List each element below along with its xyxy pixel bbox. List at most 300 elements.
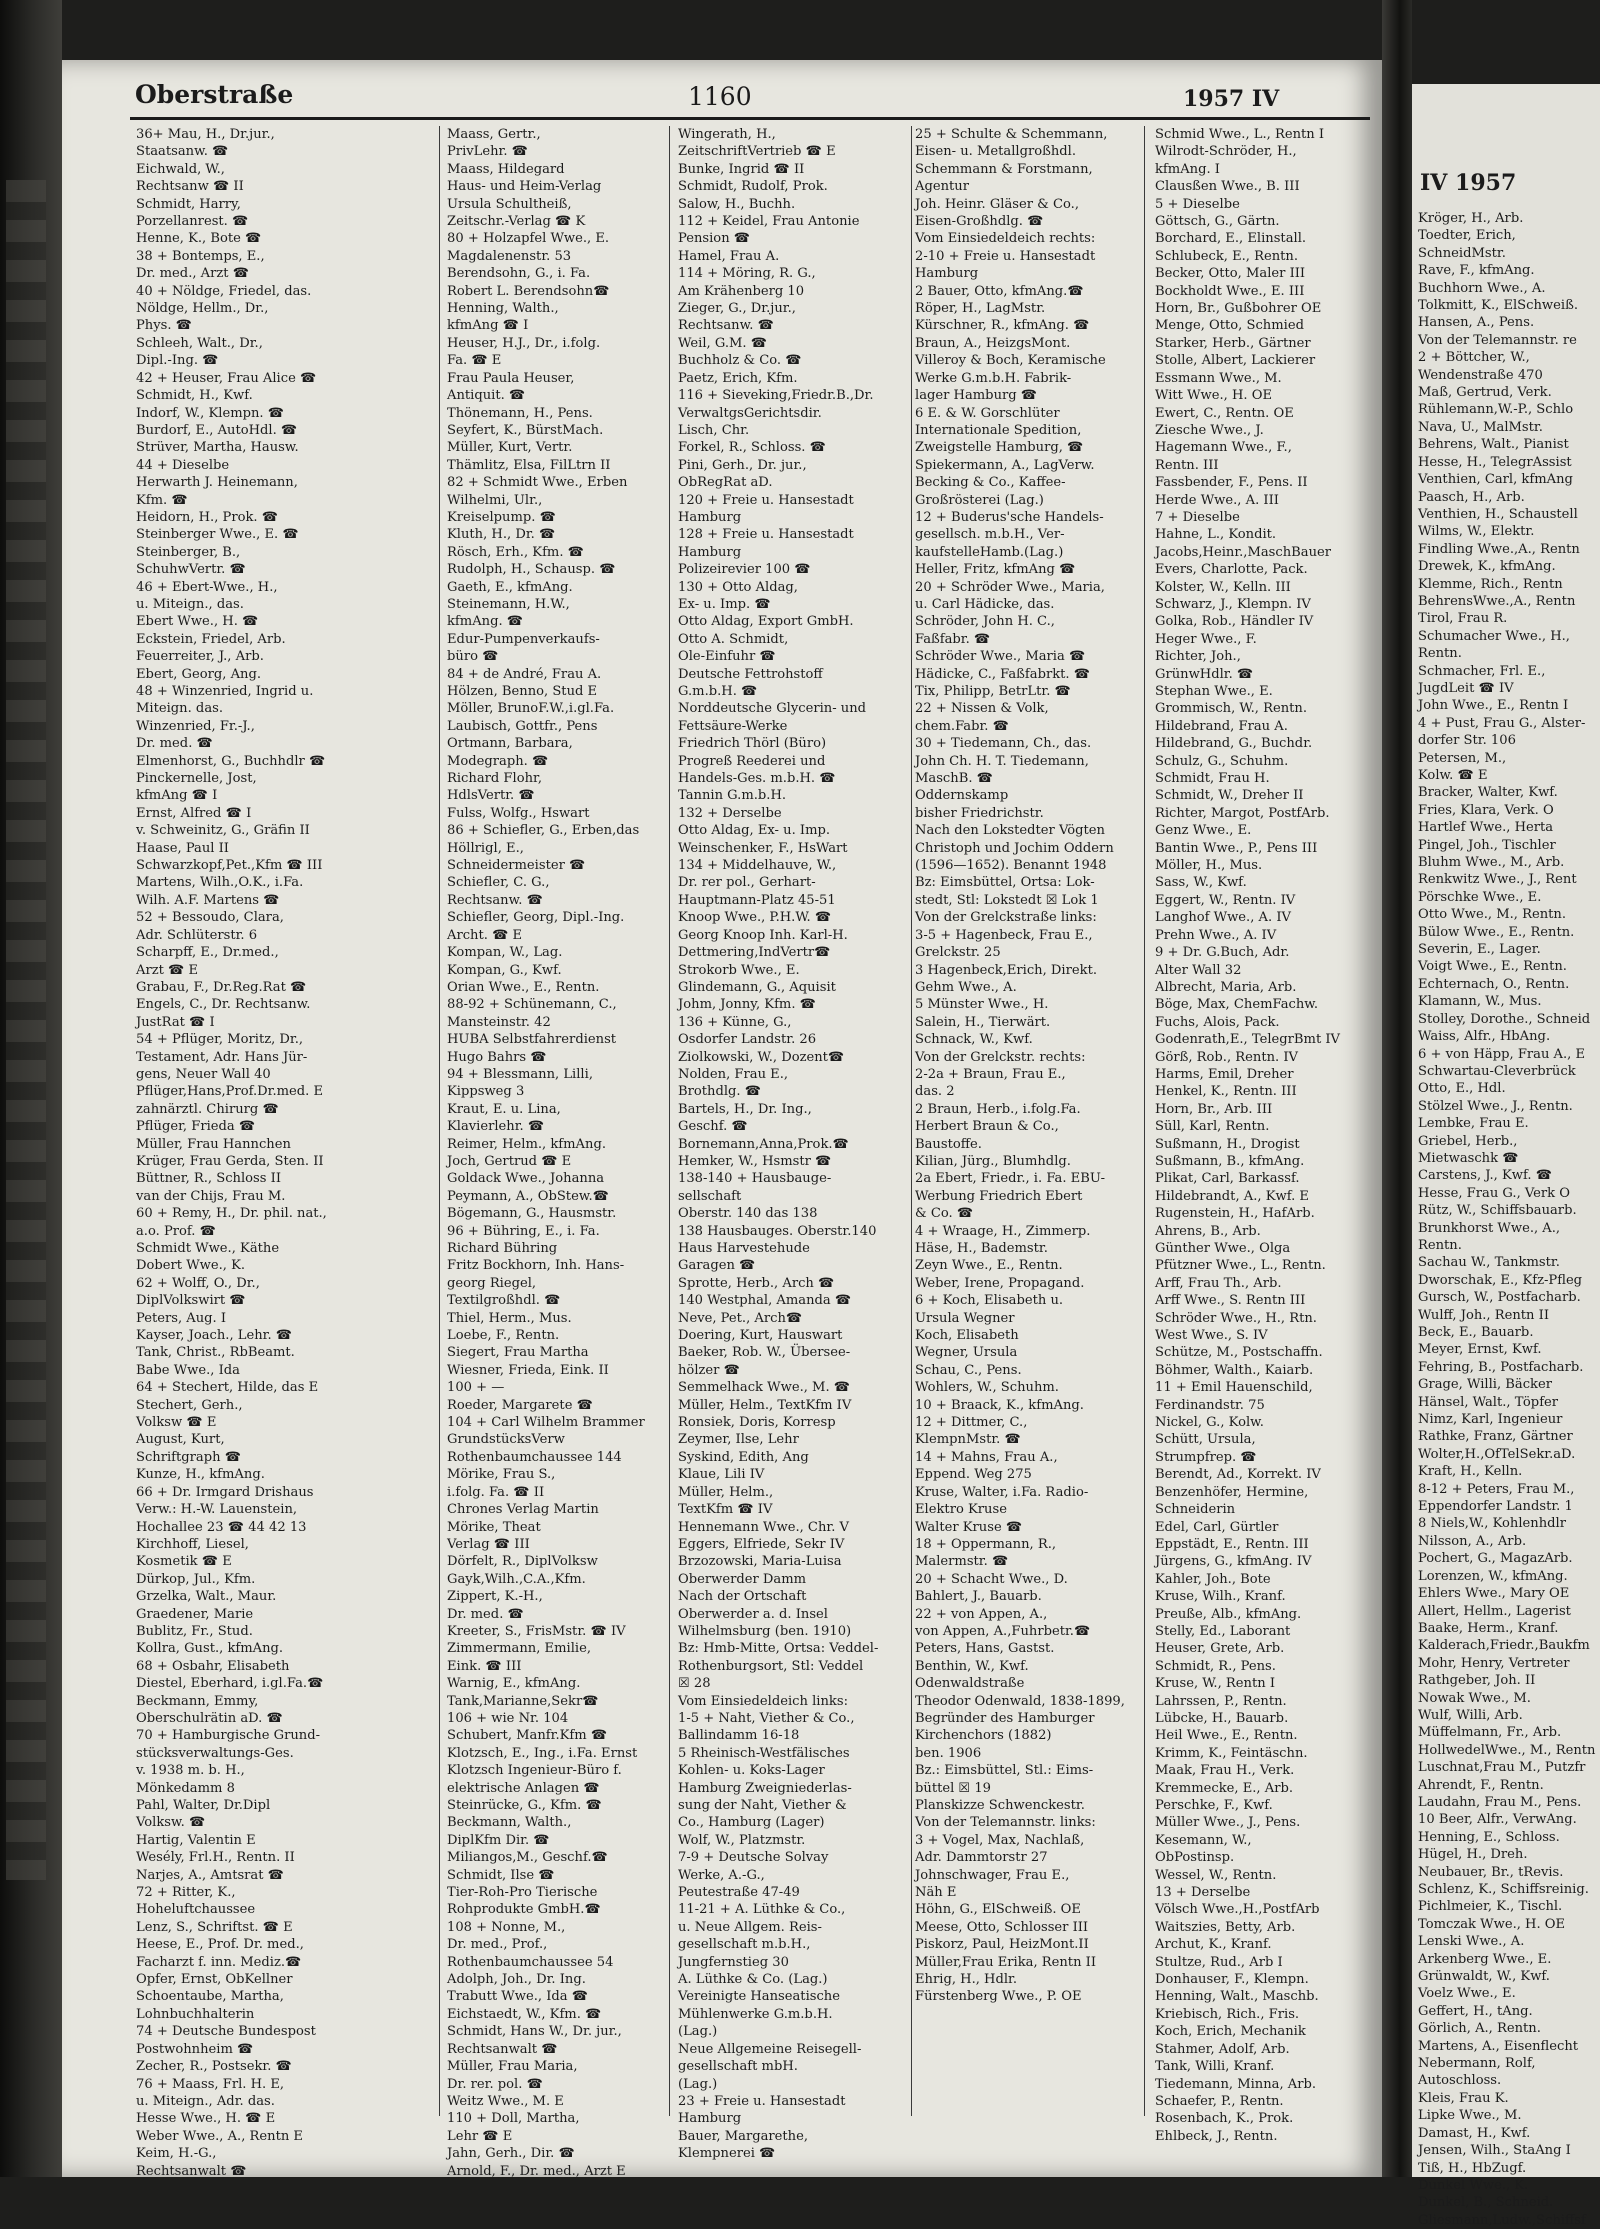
directory-entry-line: Dworschak, E., Kfz-Pfleg (1418, 1272, 1583, 1288)
directory-entry-line: Fuchs, Alois, Pack. (1155, 1014, 1280, 1030)
directory-entry-line: Schubert, Manfr.Kfm ☎ (447, 1728, 608, 1744)
directory-entry-line: Dobert Wwe., K. (136, 1258, 246, 1274)
directory-entry-line: Narjes, A., Amtsrat ☎ (136, 1867, 284, 1883)
directory-entry-line: Semmelhack Wwe., M. ☎ (678, 1380, 851, 1396)
directory-entry-line: Näh E (915, 1885, 957, 1901)
right-page-column (1418, 210, 1600, 2229)
directory-entry-line: Schwartau-Cleverbrück (1418, 1063, 1576, 1079)
column-divider (911, 126, 912, 2116)
directory-entry-line: Schmacher, Frl. E., (1418, 663, 1546, 679)
directory-entry-line: Lembke, Frau E. (1418, 1116, 1529, 1132)
directory-entry-line: Weber, Irene, Propagand. (915, 1275, 1085, 1291)
directory-entry-line: Kriebisch, Rich., Fris. (1155, 2006, 1300, 2022)
directory-entry-line: Waiss, Alfr., HbAng. (1418, 1029, 1551, 1045)
directory-entry-line: Steinemann, H.W., (447, 596, 570, 612)
directory-entry-line: kfmAng. I (1155, 161, 1220, 177)
directory-entry-line: Böhmer, Walth., Kaiarb. (1155, 1362, 1314, 1378)
directory-entry-line: 112 + Keidel, Frau Antonie (678, 214, 860, 230)
directory-entry-line: Schumacher Wwe., H., (1418, 628, 1570, 644)
directory-entry-line: Reimer, Helm., kfmAng. (447, 1136, 606, 1152)
directory-column-2 (447, 126, 660, 2179)
directory-entry-line: Hartlef Wwe., Herta (1418, 820, 1554, 836)
directory-entry-line: Otto Aldag, Ex- u. Imp. (678, 823, 831, 839)
directory-entry-line: Oberwerder a. d. Insel (678, 1606, 828, 1622)
directory-entry-line: Bunke, Ingrid ☎ II (678, 161, 805, 177)
directory-entry-line: Jacobs,Heinr.,MaschBauer (1155, 544, 1332, 560)
directory-entry-line: Norddeutsche Glycerin- und (678, 701, 867, 717)
directory-entry-line: Stelly, Ed., Laborant (1155, 1623, 1291, 1639)
directory-entry-line: Görß, Rob., Rentn. IV (1155, 1049, 1298, 1065)
directory-entry-line: u. Carl Hädicke, das. (915, 596, 1055, 612)
directory-entry-line: Maß, Gertrud, Verk. (1418, 385, 1552, 401)
directory-entry-line: 10 Beer, Alfr., VerwAng. (1418, 1812, 1577, 1828)
directory-entry-line: Ewert, C., Rentn. OE (1155, 405, 1294, 421)
directory-entry-line: 5 + Dieselbe (1155, 196, 1240, 212)
directory-entry-line: 2a Ebert, Friedr., i. Fa. EBU- (915, 1171, 1106, 1187)
directory-entry-line: Otto Wwe., M., Rentn. (1418, 907, 1566, 923)
directory-entry-line: Tomczak Wwe., H. OE (1418, 1916, 1566, 1932)
directory-entry-line: Fulss, Wolfg., Hswart (447, 805, 590, 821)
directory-entry-line: 22 + Nissen & Volk, (915, 701, 1049, 717)
directory-entry-line: Schiefler, Georg, Dipl.-Ing. (447, 910, 625, 926)
directory-entry-line: Wulff, Joh., Rentn II (1418, 1307, 1550, 1323)
directory-entry-line: Zeyn Wwe., E., Rentn. (915, 1258, 1063, 1274)
directory-entry-line: Wilms, W., Elektr. (1418, 524, 1535, 540)
directory-entry-line: Christoph und Jochim Oddern (915, 840, 1114, 856)
directory-entry-line: Sußmann, H., Drogist (1155, 1136, 1300, 1152)
directory-entry-line: 5 Rheinisch-Westfälisches (678, 1745, 850, 1761)
directory-entry-line: Mohr, Henry, Vertreter (1418, 1655, 1570, 1671)
directory-entry-line: Hesse, H., TelegrAssist (1418, 454, 1572, 470)
directory-entry-line: Mühlenwerke G.m.b.H. (678, 2006, 833, 2022)
directory-entry-line: Wesély, Frl.H., Rentn. II (136, 1850, 295, 1866)
directory-entry-line: Hennemann Wwe., Chr. V (678, 1519, 849, 1535)
directory-entry-line: Werke G.m.b.H. Fabrik- (915, 370, 1072, 386)
directory-entry-line: Graedener, Marie (136, 1606, 254, 1622)
directory-entry-line: Neubauer, Br., tRevis. (1418, 1864, 1564, 1880)
directory-entry-line: Bögemann, G., Hausmstr. (447, 1206, 617, 1222)
directory-entry-line: Maass, Gertr., (447, 127, 541, 142)
directory-entry-line: Pflüger,Hans,Prof.Dr.med. E (136, 1084, 324, 1100)
directory-entry-line: 2 Braun, Herb., i.folg.Fa. (915, 1101, 1081, 1117)
directory-entry-line: kaufstelleHamb.(Lag.) (915, 544, 1064, 560)
directory-entry-line: Eppstädt, E., Rentn. III (1155, 1536, 1309, 1552)
directory-entry-line: Essmann Wwe., M. (1155, 370, 1282, 386)
directory-entry-line: Lahrssen, P., Rentn. (1155, 1693, 1287, 1709)
directory-entry-line: Fürstenberg Wwe., P. OE (915, 1989, 1082, 2005)
directory-entry-line: Fettsäure-Werke (678, 718, 788, 734)
directory-entry-line: Adolph, Joh., Dr. Ing. (447, 1972, 586, 1988)
directory-entry-line: Zeitschr.-Verlag ☎ K (447, 214, 586, 230)
directory-entry-line: Fa. ☎ E (447, 353, 502, 369)
directory-entry-line: Eisen- u. Metallgroßhdl. (915, 144, 1077, 160)
directory-entry-line: Richter, Margot, PostfArb. (1155, 805, 1330, 821)
directory-entry-line: Kahler, Joh., Bote (1155, 1571, 1271, 1587)
directory-entry-line: Rugenstein, H., HafArb. (1155, 1206, 1315, 1222)
directory-entry-line: Donhauser, F., Klempn. (1155, 1972, 1309, 1988)
directory-entry-line: Lipke Wwe., M. (1418, 2108, 1522, 2124)
directory-entry-line: Kalderach,Friedr.,Baukfm (1418, 1638, 1590, 1654)
directory-entry-line: Schriftgraph ☎ (136, 1449, 242, 1465)
directory-entry-line: Grommisch, W., Rentn. (1155, 701, 1307, 717)
directory-entry-line: Kleis, Frau K. (1418, 2090, 1509, 2106)
directory-entry-line: Richter, Joh., (1155, 649, 1241, 665)
directory-entry-line: Joch, Gertrud ☎ E (447, 1153, 572, 1169)
directory-entry-line: Brothdlg. ☎ (678, 1084, 762, 1100)
directory-entry-line: Drewek, K., kfmAng. (1418, 559, 1556, 575)
directory-entry-line: Kilian, Jürg., Blumhdlg. (915, 1153, 1071, 1169)
directory-entry-line: Eppend. Weg 275 (915, 1467, 1032, 1483)
directory-entry-line: Fritz Bockhorn, Inh. Hans- (447, 1258, 625, 1274)
directory-entry-line: Sass, W., Kwf. (1155, 875, 1247, 891)
directory-entry-line: Henning, E., Schloss. (1418, 1829, 1560, 1845)
directory-entry-line: Wohlers, W., Schuhm. (915, 1380, 1059, 1396)
directory-entry-line: Rathgeber, Joh. II (1418, 1673, 1536, 1689)
directory-entry-line: Rechtsanw. ☎ (678, 318, 774, 334)
directory-entry-line: Ex- u. Imp. ☎ (678, 596, 771, 612)
directory-entry-line: Göttsch, G., Gärtn. (1155, 214, 1280, 230)
directory-entry-line: Oberschulrätin aD. ☎ (136, 1710, 283, 1726)
directory-entry-line: Hemker, W., Hsmstr ☎ (678, 1153, 832, 1169)
directory-entry-line: HUBA Selbstfahrerdienst (447, 1032, 617, 1048)
directory-entry-line: Eink. ☎ III (447, 1658, 522, 1674)
directory-entry-line: JugdLeit ☎ IV (1418, 680, 1514, 696)
directory-entry-line: Kohlen- u. Koks-Lager (678, 1763, 825, 1779)
directory-entry-line: 46 + Ebert-Wwe., H., (136, 579, 278, 595)
directory-entry-line: stücksverwaltungs-Ges. (136, 1745, 294, 1761)
directory-entry-line: Hildebrandt, A., Kwf. E (1155, 1188, 1309, 1204)
directory-entry-line: 20 + Schröder Wwe., Maria, (915, 579, 1105, 595)
column-divider (439, 126, 440, 2116)
directory-entry-line: Paasch, H., Arb. (1418, 489, 1525, 505)
directory-entry-line: van der Chijs, Frau M. (136, 1188, 286, 1204)
directory-entry-line: Heil Wwe., E., Rentn. (1155, 1728, 1298, 1744)
directory-entry-line: u. Miteign., das. (136, 596, 244, 612)
directory-entry-line: Handels-Ges. m.b.H. ☎ (678, 771, 836, 787)
directory-entry-line: Ebert, Georg, Ang. (136, 666, 262, 682)
directory-entry-line: Arkenberg Wwe., E. (1418, 1951, 1552, 1967)
directory-entry-line: A. Lüthke & Co. (Lag.) (678, 1972, 828, 1988)
directory-entry-line: Pfützner Wwe., L., Rentn. (1155, 1258, 1326, 1274)
directory-entry-line: Schulz, G., Schuhm. (1155, 753, 1289, 769)
directory-entry-line: v. 1938 m. b. H., (136, 1763, 245, 1779)
directory-entry-line: Von der Telemannstr. re (1418, 332, 1577, 348)
directory-entry-line: DiplVolkswirt ☎ (136, 1293, 246, 1309)
directory-entry-line: Piskorz, Paul, HeizMont.II (915, 1937, 1089, 1953)
directory-entry-line: Otto, E., Hdl. (1418, 1081, 1506, 1097)
directory-entry-line: Grabau, F., Dr.Reg.Rat ☎ (136, 979, 307, 995)
directory-entry-line: Buchholz & Co. ☎ (678, 353, 802, 369)
directory-entry-line: Ursula Wegner (915, 1310, 1015, 1326)
directory-entry-line: Prehn Wwe., A. IV (1155, 927, 1277, 943)
directory-entry-line: Zecher, R., Postsekr. ☎ (136, 2059, 292, 2075)
directory-entry-line: Garagen ☎ (678, 1258, 756, 1274)
directory-entry-line: Nimz, Karl, Ingenieur (1418, 1412, 1563, 1428)
directory-entry-line: Gehm Wwe., A. (915, 979, 1017, 995)
directory-entry-line: Dettmering,IndVertr☎ (678, 945, 831, 961)
directory-column-3 (678, 126, 914, 2162)
directory-entry-line: Nebermann, Rolf, (1418, 2056, 1536, 2072)
directory-entry-line: Progreß Reederei und (678, 753, 826, 769)
directory-entry-line: Höhn, G., ElSchweiß. OE (915, 1902, 1081, 1918)
directory-entry-line: Baustoffe. (915, 1136, 982, 1152)
directory-entry-line: 76 + Maass, Frl. H. E, (136, 2076, 285, 2092)
directory-entry-line: Rechtsanw ☎ II (136, 179, 244, 195)
directory-entry-line: Dr. med. ☎ (136, 736, 213, 752)
directory-entry-line: 138-140 + Hausbauge- (678, 1171, 832, 1187)
directory-entry-line: Dipl.-Ing. ☎ (136, 353, 219, 369)
directory-entry-line: Koch, Erich, Mechanik (1155, 2024, 1306, 2040)
directory-entry-line: Tolkmitt, K., ElSchweiß. (1418, 298, 1578, 314)
directory-entry-line: Bockholdt Wwe., E. III (1155, 283, 1305, 299)
directory-entry-line: Stahmer, Adolf, Arb. (1155, 2041, 1290, 2057)
directory-entry-line: Weber Wwe., A., Rentn E (136, 2128, 303, 2144)
directory-entry-line: 66 + Dr. Irmgard Drishaus (136, 1484, 314, 1500)
directory-entry-line: Pörschke Wwe., E. (1418, 889, 1542, 905)
directory-entry-line: Rosenbach, K., Prok. (1155, 2111, 1294, 2127)
directory-entry-line: Volksw. ☎ (136, 1815, 206, 1831)
directory-entry-line: 136 + Künne, G., (678, 1014, 792, 1030)
directory-entry-line: sung der Naht, Viether & (678, 1798, 847, 1813)
spine-shadow (6, 180, 46, 1880)
directory-entry-line: Neue Allgemeine Reisegell- (678, 2041, 862, 2057)
directory-entry-line: Rohprodukte GmbH.☎ (447, 1902, 601, 1918)
directory-entry-line: Verw.: H.-W. Lauenstein, (136, 1502, 298, 1518)
directory-entry-line: Edel, Carl, Gürtler (1155, 1519, 1279, 1535)
directory-entry-line: Nach den Lokstedter Vögten (915, 823, 1105, 839)
directory-entry-line: & Co. ☎ (915, 1206, 974, 1222)
directory-entry-line: Schmidt, Rudolf, Prok. (678, 179, 828, 195)
column-divider (1144, 126, 1145, 2116)
directory-entry-line: 132 + Derselbe (678, 805, 782, 821)
directory-entry-line: Kremmecke, E., Arb. (1155, 1780, 1294, 1796)
directory-entry-line: 42 + Heuser, Frau Alice ☎ (136, 370, 317, 386)
directory-entry-line: Schütze, M., Postschaffn. (1155, 1345, 1323, 1361)
directory-entry-line: Petersen, M., (1418, 750, 1507, 766)
directory-entry-line: Eichwald, W., (136, 161, 225, 177)
directory-entry-line: Vom Einsiedeldeich rechts: (915, 231, 1096, 247)
directory-entry-line: Dr. med., Arzt ☎ (136, 266, 250, 282)
directory-entry-line: Schlenz, K., Schiffsreinig. (1418, 1882, 1589, 1897)
directory-entry-line: 100 + — (447, 1380, 505, 1396)
directory-entry-line: Strumpfrep. ☎ (1155, 1449, 1257, 1465)
directory-entry-line: PrivLehr. ☎ (447, 144, 528, 160)
directory-entry-line: 130 + Otto Aldag, (678, 579, 798, 595)
directory-entry-line: Pinckernelle, Jost, (136, 771, 257, 787)
directory-entry-line: Salein, H., Tierwärt. (915, 1014, 1051, 1030)
directory-entry-line: Antiquit. ☎ (447, 388, 526, 404)
directory-entry-line: Völsch Wwe.,H.,PostfArb (1155, 1902, 1320, 1918)
directory-entry-line: Mönkedamm 8 (136, 1780, 235, 1796)
directory-entry-line: Nickel, G., Kolw. (1155, 1415, 1264, 1431)
directory-entry-line: Bz: Hmb-Mitte, Ortsa: Veddel- (678, 1641, 879, 1657)
directory-entry-line: Von der Grelckstraße links: (915, 910, 1097, 926)
directory-entry-line: Jensen, Wilh., StaAng I (1418, 2143, 1571, 2159)
directory-entry-line: Schau, C., Pens. (915, 1362, 1022, 1378)
directory-entry-line: Hagemann Wwe., F., (1155, 440, 1292, 456)
directory-entry-line: Hildebrand, Frau A. (1155, 718, 1288, 734)
directory-entry-line: Kompan, W., Lag. (447, 945, 563, 961)
directory-entry-line: Bluhm Wwe., M., Arb. (1418, 855, 1565, 871)
directory-entry-line: 86 + Schiefler, G., Erben,das (447, 823, 640, 839)
directory-entry-line: Martens, Wilh.,O.K., i.Fa. (136, 875, 304, 891)
directory-entry-line: 4 + Wraage, H., Zimmerp. (915, 1223, 1091, 1239)
directory-entry-line: Zimmermann, Emilie, (447, 1641, 591, 1657)
directory-entry-line: Möller, BrunoF.W.,i.gl.Fa. (447, 701, 615, 717)
directory-entry-line: Eggers, Elfriede, Sekr IV (678, 1536, 845, 1552)
directory-entry-line: Bantin Wwe., P., Pens III (1155, 840, 1318, 856)
directory-entry-line: Kruse, Walter, i.Fa. Radio- (915, 1484, 1089, 1500)
directory-entry-line: Nolden, Frau E., (678, 1066, 789, 1082)
directory-entry-line: Polizeirevier 100 ☎ (678, 562, 811, 578)
directory-entry-line: Grünwaldt, W., Kwf. (1418, 1969, 1550, 1985)
directory-entry-line: Forkel, R., Schloss. ☎ (678, 440, 826, 456)
directory-entry-line: 2-10 + Freie u. Hansestadt (915, 248, 1096, 264)
directory-entry-line: Tirol, Frau R. (1418, 611, 1508, 627)
directory-entry-line: 114 + Möring, R. G., (678, 266, 816, 282)
directory-entry-line: Adr. Dammtorstr 27 (915, 1850, 1048, 1866)
directory-entry-line: Griebel, Herb., (1418, 1133, 1518, 1149)
directory-entry-line: Trabutt Wwe., Ida ☎ (447, 1989, 589, 2005)
directory-entry-line: Henne, K., Bote ☎ (136, 231, 262, 247)
directory-entry-line: Wessel, W., Rentn. (1155, 1867, 1277, 1883)
directory-entry-line: Schmidt Wwe., Käthe (136, 1241, 280, 1256)
directory-entry-line: Wolf, W., Platzmstr. (678, 1832, 806, 1848)
directory-entry-line: Schnack, W., Kwf. (915, 1032, 1033, 1048)
directory-entry-line: Hädicke, C., Faßfabrkt. ☎ (915, 666, 1091, 682)
directory-entry-line: kfmAng. ☎ (447, 614, 524, 630)
directory-entry-line: Tier-Roh-Pro Tierische (447, 1885, 598, 1901)
directory-entry-line: 1-5 + Naht, Viether & Co., (678, 1710, 855, 1726)
directory-entry-line: 25 + Schulte & Schemmann, (915, 127, 1108, 142)
directory-entry-line: Nilsson, A., Arb. (1418, 1533, 1527, 1549)
directory-entry-line: Deutsche Fettrohstoff (678, 666, 823, 682)
directory-entry-line: Dörfelt, R., DiplVolksw (447, 1554, 598, 1570)
directory-entry-line: 44 + Dieselbe (136, 457, 230, 473)
directory-entry-line: Koch, Elisabeth (915, 1328, 1019, 1344)
directory-entry-line: Burdorf, E., AutoHdl. ☎ (136, 422, 298, 438)
directory-entry-line: Osdorfer Landstr. 26 (678, 1032, 817, 1048)
directory-entry-line: Stephan Wwe., E. (1155, 684, 1273, 699)
directory-entry-line: Albrecht, Maria, Arb. (1155, 979, 1297, 995)
directory-entry-line: Mörike, Theat (447, 1519, 541, 1535)
directory-entry-line: Kraft, H., Kelln. (1418, 1464, 1523, 1480)
directory-entry-line: Kraut, E. u. Lina, (447, 1101, 561, 1117)
directory-entry-line: Damast, H., Kwf. (1418, 2125, 1531, 2141)
directory-entry-line: Krüger, Frau Gerda, Sten. II (136, 1153, 324, 1169)
directory-entry-line: Strüver, Martha, Hausw. (136, 440, 299, 456)
directory-entry-line: 22 + von Appen, A., (915, 1606, 1048, 1622)
directory-entry-line: Georg Knoop Inh. Karl-H. (678, 927, 848, 943)
directory-entry-line: Knoop Wwe., P.H.W. ☎ (678, 910, 832, 926)
directory-entry-line: Müffelmann, Fr., Arb. (1418, 1725, 1562, 1741)
directory-entry-line: Becking & Co., Kaffee- (915, 475, 1066, 491)
directory-entry-line: Hamburg (678, 544, 742, 560)
directory-entry-line: 5 Münster Wwe., H. (915, 997, 1049, 1013)
directory-entry-line: Benzenhöfer, Hermine, (1155, 1484, 1309, 1500)
directory-entry-line: Porzellanrest. ☎ (136, 214, 249, 230)
directory-entry-line: v. Schweinitz, G., Gräfin II (136, 823, 310, 839)
directory-entry-line: Malermstr. ☎ (915, 1554, 1009, 1570)
directory-entry-line: Phys. ☎ (136, 318, 192, 334)
directory-entry-line: 48 + Winzenried, Ingrid u. (136, 684, 314, 699)
directory-entry-line: 84 + de André, Frau A. (447, 666, 602, 682)
directory-entry-line: Peters, Aug. I (136, 1310, 227, 1326)
directory-entry-line: Eichstaedt, W., Kfm. ☎ (447, 2006, 602, 2022)
directory-entry-line: Herde Wwe., A. III (1155, 492, 1279, 508)
directory-entry-line: Tix, Philipp, BetrLtr. ☎ (915, 684, 1071, 699)
directory-entry-line: Rentn. (1418, 1237, 1462, 1253)
directory-entry-line: Gayk,Wilh.,C.A.,Kfm. (447, 1571, 586, 1587)
directory-entry-line: Kesemann, W., (1155, 1832, 1252, 1848)
directory-entry-line: Perschke, F., Kwf. (1155, 1798, 1273, 1813)
directory-entry-line: Ehlers Wwe., Mary OE (1418, 1586, 1570, 1602)
directory-entry-line: Klavierlehr. ☎ (447, 1119, 545, 1135)
directory-entry-line: 30 + Tiedemann, Ch., das. (915, 736, 1092, 752)
directory-entry-line: Siegert, Frau Martha (447, 1345, 589, 1361)
directory-entry-line: Kfm. ☎ (136, 492, 188, 508)
directory-entry-line: Kröger, H., Arb. (1418, 211, 1524, 226)
book-gutter (1382, 0, 1412, 2177)
directory-entry-line: Beckmann, Emmy, (136, 1693, 259, 1709)
directory-entry-line: Martens, A., Eisenflecht (1418, 2038, 1579, 2054)
directory-entry-line: Kirchenchors (1882) (915, 1728, 1052, 1744)
directory-entry-line: Planskizze Schwenckestr. (915, 1798, 1085, 1813)
directory-entry-line: JustRat ☎ I (136, 1014, 215, 1030)
directory-entry-line: Meese, Otto, Schlosser III (915, 1919, 1089, 1935)
directory-entry-line: Rechtsanw. ☎ (447, 892, 543, 908)
directory-entry-line: 6 + von Häpp, Frau A., E (1418, 1046, 1586, 1062)
directory-entry-line: Venthien, H., Schaustell (1418, 506, 1578, 522)
directory-entry-line: Strokorb Wwe., E. (678, 962, 800, 978)
directory-entry-line: Werbung Friedrich Ebert (915, 1188, 1083, 1204)
directory-entry-line: Grelckstr. 25 (915, 945, 1001, 961)
directory-entry-line: Hoheluftchaussee (136, 1902, 256, 1918)
directory-entry-line: 6 E. & W. Gorschlüter (915, 405, 1060, 421)
directory-entry-line: Friedrich Thörl (Büro) (678, 736, 827, 752)
directory-entry-line: Mietwaschk ☎ (1418, 1150, 1519, 1166)
directory-entry-line: Syskind, Edith, Ang (678, 1449, 809, 1465)
directory-entry-line: Lorenzen, W., kfmAng. (1418, 1568, 1568, 1584)
directory-entry-line: Odenwaldstraße (915, 1676, 1025, 1692)
right-page-header: IV 1957 (1420, 170, 1517, 196)
directory-entry-line: Venthien, Carl, kfmAng (1418, 472, 1573, 488)
directory-entry-line: Pflüger, Frieda ☎ (136, 1119, 256, 1135)
directory-entry-line: Severin, E., Lager. (1418, 942, 1541, 958)
directory-entry-line: Miteign. das. (136, 701, 224, 717)
directory-entry-line: Roeder, Margarete ☎ (447, 1397, 593, 1413)
directory-entry-line: Schmid Wwe., L., Rentn I (1155, 127, 1325, 142)
directory-entry-line: Bahlert, J., Bauarb. (915, 1589, 1042, 1605)
directory-entry-line: 88-92 + Schünemann, C., (447, 997, 617, 1013)
directory-entry-line: Sachau W., Tankmstr. (1418, 1255, 1560, 1271)
directory-entry-line: Bz: Eimsbüttel, Ortsa: Lok- (915, 875, 1095, 891)
directory-entry-line: Edur-Pumpenverkaufs- (447, 631, 600, 647)
directory-entry-line: Modegraph. ☎ (447, 753, 549, 769)
directory-entry-line: 52 + Bessoudo, Clara, (136, 910, 284, 926)
directory-entry-line: Findling Wwe.,A., Rentn (1418, 541, 1580, 557)
directory-entry-line: Kirchhoff, Liesel, (136, 1536, 249, 1552)
directory-entry-line: Richard Bühring (447, 1241, 558, 1256)
directory-entry-line: Godenrath,E., TelegrBmt IV (1155, 1032, 1341, 1048)
directory-entry-line: Jürgens, G., kfmAng. IV (1155, 1554, 1312, 1570)
directory-entry-line: Hildebrand, G., Buchdr. (1155, 736, 1313, 752)
directory-entry-line: das. 2 (915, 1084, 955, 1100)
directory-entry-line: Heuser, H.J., Dr., i.folg. (447, 335, 601, 351)
directory-entry-line: 120 + Freie u. Hansestadt (678, 492, 854, 508)
right-page (1412, 84, 1600, 2228)
directory-entry-line: Weitz Wwe., M. E (447, 2093, 564, 2109)
